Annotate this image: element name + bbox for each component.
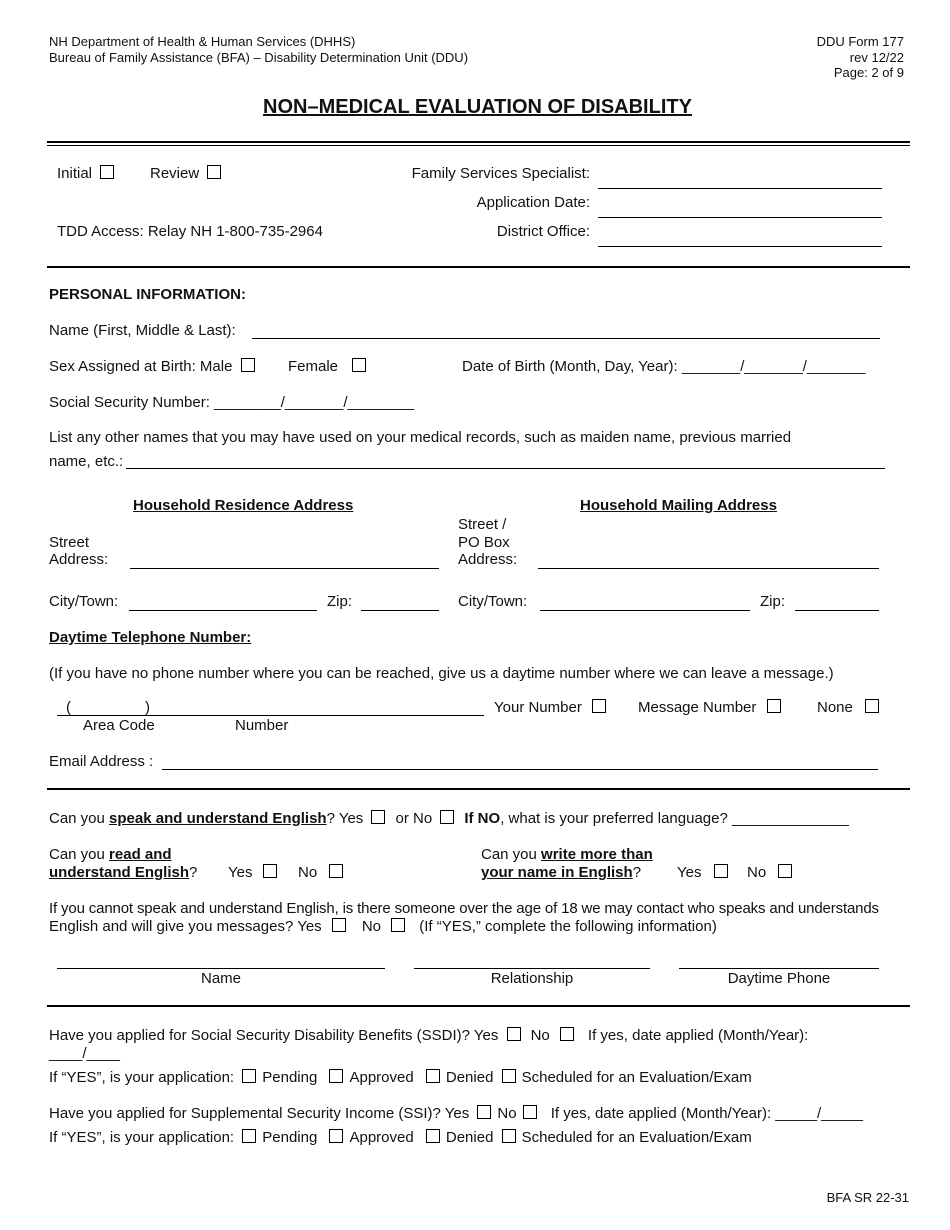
none-checkbox[interactable] <box>865 699 879 713</box>
ssi-approved-checkbox[interactable] <box>329 1129 343 1143</box>
your-number-option: Your Number <box>494 699 606 716</box>
message-number-option: Message Number <box>638 699 781 716</box>
write-english-yes-option: Yes <box>677 864 728 881</box>
other-names-field[interactable] <box>126 468 885 469</box>
contact-phone-caption: Daytime Phone <box>727 970 831 987</box>
review-option: Review <box>150 165 221 182</box>
write-english-question: Can you write more than your name in English? <box>481 846 653 881</box>
ssdi-date-field[interactable]: ____/____ <box>49 1045 120 1062</box>
mailing-address-heading: Household Mailing Address <box>580 497 777 514</box>
number-caption: Number <box>235 717 289 734</box>
mailing-zip-field[interactable] <box>795 610 879 611</box>
other-names-label: name, etc.: <box>49 453 124 470</box>
mailing-city-field[interactable] <box>540 610 750 611</box>
write-english-no-checkbox[interactable] <box>778 864 792 878</box>
speak-english-no-checkbox[interactable] <box>440 810 454 824</box>
none-option: None <box>817 699 879 716</box>
application-date-field[interactable] <box>598 217 882 218</box>
contact-name-field[interactable] <box>57 968 385 969</box>
form-id: DDU Form 177 <box>816 34 904 49</box>
ssdi-status: If “YES”, is your application: Pending Approved Denied Scheduled for an Evaluation/Exam <box>49 1069 752 1086</box>
sex-female-option: Female <box>288 358 366 375</box>
contact-question-line1: If you cannot speak and understand English, is there someone over the age of 18 we may contact who speaks and understands <box>49 900 879 917</box>
read-english-no-option: No <box>298 864 343 881</box>
area-code-caption: Area Code <box>83 717 155 734</box>
district-office-label: District Office: <box>496 223 590 240</box>
ssdi-denied-checkbox[interactable] <box>426 1069 440 1083</box>
ssi-yes-checkbox[interactable] <box>477 1105 491 1119</box>
ssi-question: Have you applied for Supplemental Security Income (SSI)? Yes No If yes, date applied (Month/Year): _____/_____ <box>49 1105 863 1122</box>
ssdi-question: Have you applied for Social Security Disability Benefits (SSDI)? Yes No If yes, date applied (Month/Year): <box>49 1027 809 1044</box>
contact-question-line2: English and will give you messages? Yes No (If “YES,” complete the following information) <box>49 918 717 935</box>
bureau-name: Bureau of Family Assistance (BFA) – Disability Determination Unit (DDU) <box>49 50 469 65</box>
application-date-label: Application Date: <box>476 194 590 211</box>
ssi-scheduled-checkbox[interactable] <box>502 1129 516 1143</box>
tdd-access: TDD Access: Relay NH 1-800-735-2964 <box>57 223 323 240</box>
name-field[interactable] <box>252 338 880 339</box>
female-checkbox[interactable] <box>352 358 366 372</box>
area-code-open-paren: ( <box>66 699 71 716</box>
name-label: Name (First, Middle & Last): <box>49 322 236 339</box>
email-label: Email Address : <box>49 753 154 770</box>
initial-option: Initial <box>57 165 114 182</box>
district-office-field[interactable] <box>598 246 882 247</box>
ssdi-scheduled-checkbox[interactable] <box>502 1069 516 1083</box>
area-code-close-paren: ) <box>145 699 150 716</box>
form-revision: rev 12/22 <box>849 50 904 65</box>
sex-male-option: Sex Assigned at Birth: Male <box>49 358 255 375</box>
contact-relationship-field[interactable] <box>414 968 650 969</box>
read-english-yes-option: Yes <box>228 864 277 881</box>
phone-note: (If you have no phone number where you can be reached, give us a daytime number where we can leave a message.) <box>49 665 834 682</box>
ssn-field[interactable]: Social Security Number: ________/_______/________ <box>49 394 415 411</box>
footer-code: BFA SR 22-31 <box>826 1190 909 1205</box>
ssi-status: If “YES”, is your application: Pending Approved Denied Scheduled for an Evaluation/Exam <box>49 1129 752 1146</box>
ssi-no-checkbox[interactable] <box>523 1105 537 1119</box>
male-checkbox[interactable] <box>241 358 255 372</box>
speak-english-yes-checkbox[interactable] <box>371 810 385 824</box>
mailing-zip-label: Zip: <box>760 593 786 610</box>
fss-field[interactable] <box>598 188 882 189</box>
other-names-text: List any other names that you may have used on your medical records, such as maiden name, previous married <box>49 429 792 446</box>
residence-zip-field[interactable] <box>361 610 439 611</box>
fss-label: Family Services Specialist: <box>411 165 590 182</box>
residence-city-field[interactable] <box>129 610 317 611</box>
mailing-city-label: City/Town: <box>458 593 528 610</box>
page-number: Page: 2 of 9 <box>833 65 904 80</box>
ssdi-no-checkbox[interactable] <box>560 1027 574 1041</box>
read-english-question: Can you read and understand English? <box>49 846 198 881</box>
read-english-no-checkbox[interactable] <box>329 864 343 878</box>
contact-yes-checkbox[interactable] <box>332 918 346 932</box>
page-title: NON–MEDICAL EVALUATION OF DISABILITY <box>263 96 692 118</box>
phone-field[interactable] <box>57 715 484 716</box>
speak-english-question: Can you speak and understand English? Yes or No If NO, what is your preferred language? ______________ <box>49 810 849 827</box>
contact-phone-field[interactable] <box>679 968 879 969</box>
email-field[interactable] <box>162 769 878 770</box>
contact-relationship-caption: Relationship <box>490 970 574 987</box>
ssdi-pending-checkbox[interactable] <box>242 1069 256 1083</box>
ssi-denied-checkbox[interactable] <box>426 1129 440 1143</box>
ssi-pending-checkbox[interactable] <box>242 1129 256 1143</box>
your-number-checkbox[interactable] <box>592 699 606 713</box>
contact-no-checkbox[interactable] <box>391 918 405 932</box>
agency-name: NH Department of Health & Human Services (DHHS) <box>49 34 356 49</box>
ssdi-yes-checkbox[interactable] <box>507 1027 521 1041</box>
ssdi-approved-checkbox[interactable] <box>329 1069 343 1083</box>
review-checkbox[interactable] <box>207 165 221 179</box>
personal-info-heading: PERSONAL INFORMATION: <box>49 286 246 303</box>
contact-name-caption: Name <box>200 970 241 987</box>
mailing-street-field[interactable] <box>538 568 879 569</box>
write-english-no-option: No <box>747 864 792 881</box>
residence-street-label: Street Address: <box>49 534 109 568</box>
initial-checkbox[interactable] <box>100 165 114 179</box>
residence-city-label: City/Town: <box>49 593 119 610</box>
residence-address-heading: Household Residence Address <box>133 497 354 514</box>
residence-zip-label: Zip: <box>327 593 353 610</box>
message-number-checkbox[interactable] <box>767 699 781 713</box>
date-of-birth[interactable]: Date of Birth (Month, Day, Year): _______/_______/_______ <box>462 358 866 375</box>
mailing-street-label: Street / PO Box Address: <box>458 516 518 568</box>
phone-heading: Daytime Telephone Number: <box>49 629 252 646</box>
read-english-yes-checkbox[interactable] <box>263 864 277 878</box>
residence-street-field[interactable] <box>130 568 439 569</box>
write-english-yes-checkbox[interactable] <box>714 864 728 878</box>
